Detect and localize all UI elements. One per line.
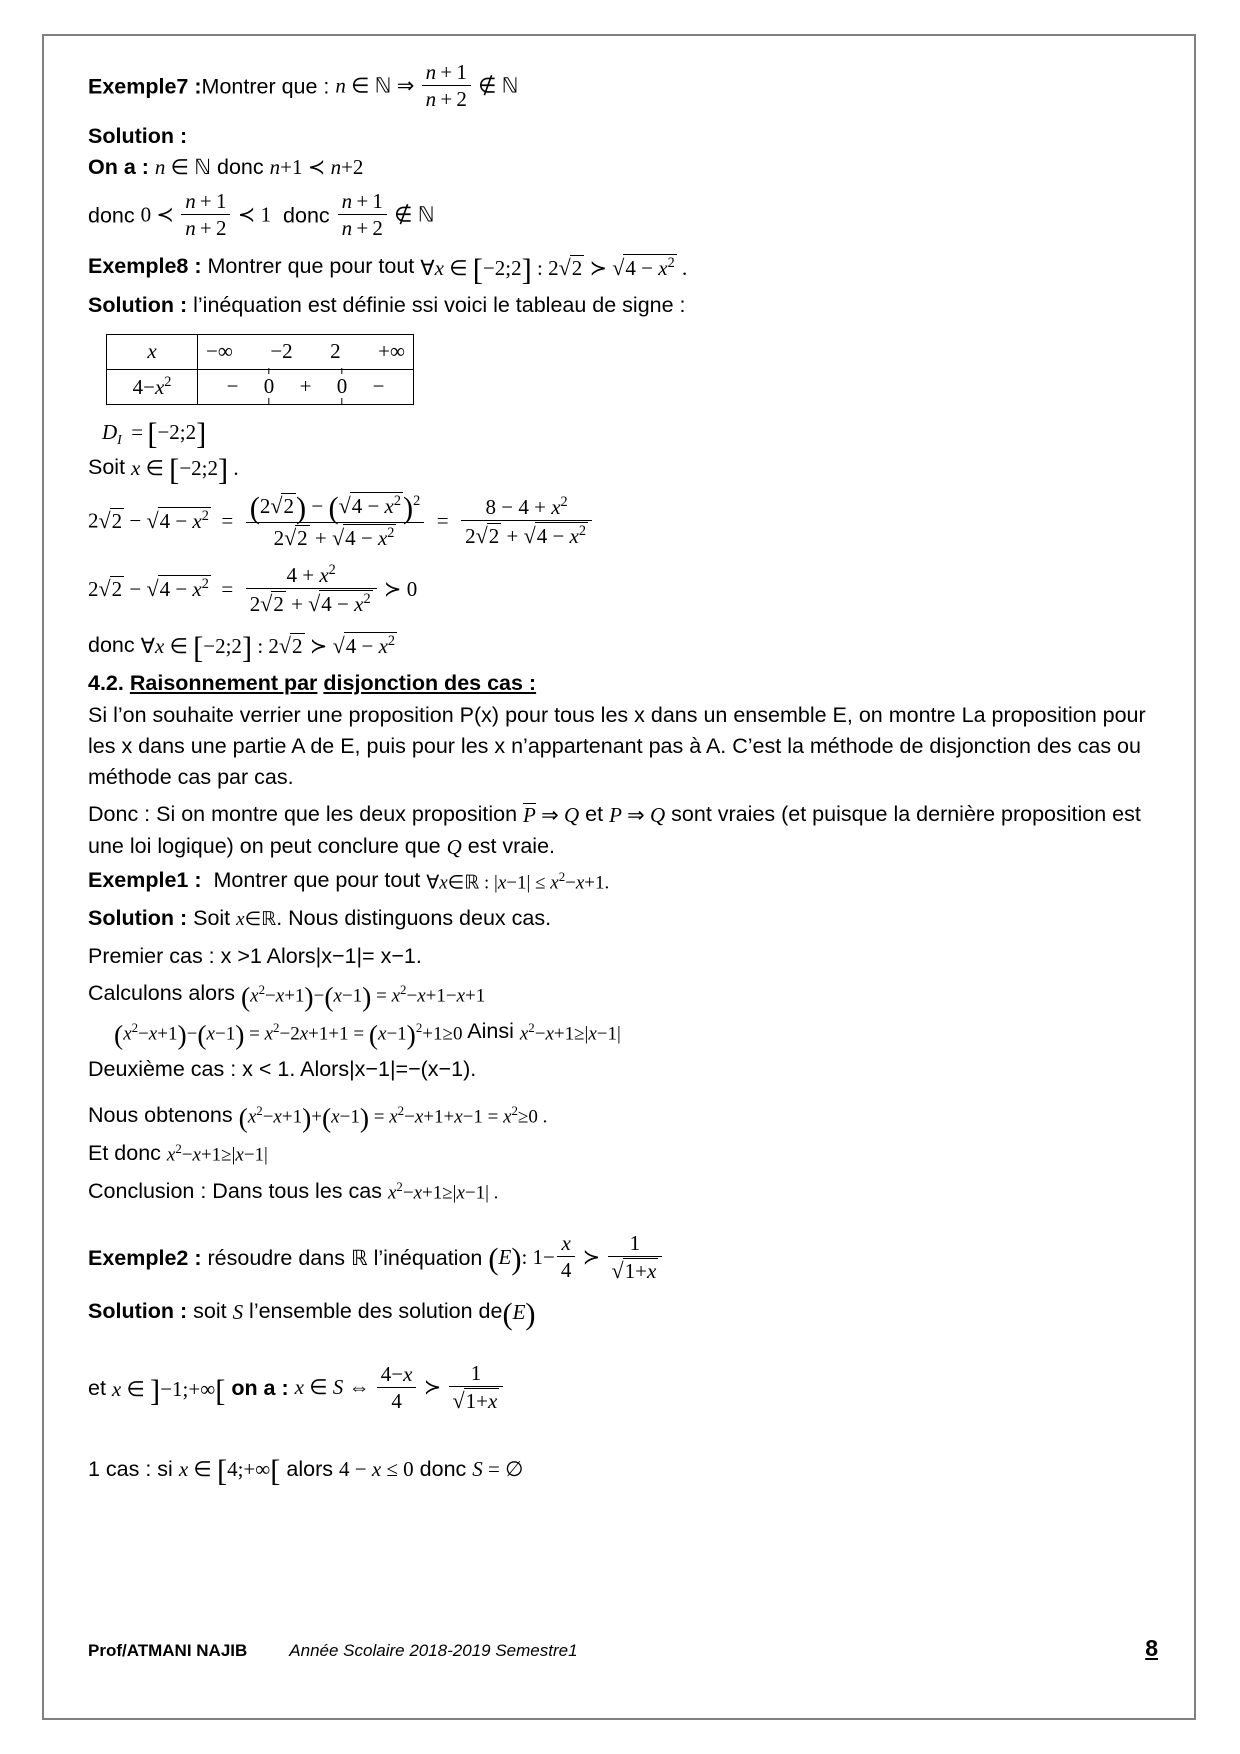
exemple8-solution-line xyxy=(88,291,1158,319)
solution-label-2: Solution : xyxy=(88,293,188,318)
exemple1-label: Exemple1 : xyxy=(88,868,202,893)
calculons-line-2 xyxy=(114,1017,1158,1050)
exemple1-formula: ∀x∈ℝ : $|x-1| \le x^2-x+1$. xyxy=(426,869,610,894)
cas-1-formula-2: S = ∅ xyxy=(472,1457,524,1482)
section-heading xyxy=(88,671,1158,696)
equation-2-formula: $2√2 - √4 - x^2$ = $\frac{4 + x^2}{2√2 + √4 - x^2}$ ≻ 0 xyxy=(88,562,418,617)
sign-table xyxy=(106,334,414,405)
donc-si-on-montre-text: Donc : Si on montre que les deux proposition xyxy=(88,802,518,827)
on-a-label: On a : xyxy=(88,154,149,179)
exemple1-solution-line xyxy=(88,904,1158,932)
calculons-line xyxy=(88,979,1158,1012)
obtenons-formula: $(x^2-x+1)+(x-1) = x^2-x+1+x-1 = x^2\ge 0$ . xyxy=(238,1102,548,1134)
donc-formula-2: $\frac{n + 1}{n + 2}$ ∉ ℕ xyxy=(336,191,435,242)
donc-word-4: donc xyxy=(88,632,135,657)
exemple7-text: Montrer que : xyxy=(201,74,330,99)
et-donc-line xyxy=(88,1139,1158,1168)
obtenons-text: Nous obtenons xyxy=(88,1102,233,1127)
cas-1-line xyxy=(88,1454,1158,1489)
sign-positive: + xyxy=(299,374,312,399)
inequation-text: l’inéquation xyxy=(373,1245,483,1270)
footer-school-year: Année Scolaire 2018-2019 Semestre1 xyxy=(289,1641,578,1660)
exemple7-label: Exemple7 : xyxy=(88,74,202,99)
domain-formula: $D_I$ = [−2;2] xyxy=(102,416,207,451)
et-word: et xyxy=(585,802,604,827)
equation-1-formula: $2√2 - √4 - x^2$ = $\frac{(2√2) - (√4 - x^2)^2}{2√2 + √4 - x^2}$ = $\frac{8 - 4 + x^2}{2√2 + √4 - x^2}$ xyxy=(88,494,594,552)
exemple2-line xyxy=(88,1230,1158,1285)
section-title-part1: Raisonnement par xyxy=(129,670,318,695)
cas-1-text: 1 cas : si xyxy=(88,1456,173,1481)
section-paragraph-2 xyxy=(88,799,1158,862)
solution-text: Solution : xyxy=(88,124,188,149)
sign-table-x: x xyxy=(147,339,157,364)
soit-word-2: soit xyxy=(193,1299,227,1324)
sign-table-var-label xyxy=(107,334,198,369)
on-a-label-2: on a : xyxy=(231,1376,289,1401)
alors-word: alors xyxy=(286,1456,333,1481)
solution-label-4: Solution : xyxy=(88,1299,188,1324)
cas-1-interval: x ∈ [4;+∞[ xyxy=(178,1454,281,1489)
cas-1-formula-1: 4 − x ≤ 0 xyxy=(338,1457,414,1482)
sign-negative-1: − xyxy=(226,374,239,399)
soit-line xyxy=(88,452,1158,487)
obtenons-line xyxy=(88,1101,1158,1134)
sign-table-row-expr xyxy=(107,369,414,404)
sign-zero-1: 0 xyxy=(261,374,277,399)
conclusion-formula: $x^2-x+1\ge|x-1|$ . xyxy=(387,1179,499,1204)
exemple1-text: Montrer que pour tout xyxy=(213,868,421,893)
ensemble-text: l’ensemble des solution de xyxy=(249,1299,503,1324)
page-footer xyxy=(88,1635,1158,1662)
section-title-part2: disjonction des cas : xyxy=(323,670,537,695)
distinguons-text: . Nous distinguons deux cas. xyxy=(276,906,552,931)
soit-text: Soit xyxy=(88,455,126,480)
document-body xyxy=(88,59,1158,1493)
et-donc-formula: $x^2-x+1\ge|x-1|$ xyxy=(166,1141,268,1166)
sont-vraies-text: sont vraies (et puisque la dernière proposition est une loi logique) on peut conclure que xyxy=(88,802,1141,858)
exemple8-line xyxy=(88,252,1158,287)
calculons-text: Calculons alors xyxy=(88,981,235,1006)
section-paragraph-1: Si l’on souhaite verrier une proposition P(x) pour tous les x dans un ensemble E, on montre La proposition pour les x dans une partie A de E, puis pour les x n’appartenant pas à A. C’est la méthode de disjonction des cas ou méthode cas par cas. xyxy=(88,702,1146,790)
footer-page-number: 8 xyxy=(1145,1635,1158,1661)
conclusion-text: Conclusion : Dans tous les cas xyxy=(88,1178,382,1203)
solution-text-2: l’inéquation est définie ssi voici le tableau de signe : xyxy=(193,293,686,318)
exemple2-formula: (E): 1− $\frac{x}{4}$ ≻ $\frac{1}{√1+x}$ xyxy=(488,1233,664,1285)
conclusion-line xyxy=(88,1177,1158,1206)
exemple7-line xyxy=(88,59,1158,113)
calculons-formula: $(x^2-x+1)-(x-1) = x^2-x+1-x+1$ xyxy=(240,980,486,1012)
soit-word: Soit xyxy=(193,906,231,931)
equation-2 xyxy=(88,564,1158,618)
exemple1-line xyxy=(88,866,1158,895)
section-number: 4.2. xyxy=(88,670,124,695)
sign-table-signs xyxy=(198,369,414,404)
et-donc-text: Et donc xyxy=(88,1140,161,1165)
on-a-formula-2: n+1 ≺ n+2 xyxy=(269,155,364,180)
ainsi-word: Ainsi xyxy=(467,1019,514,1044)
donc-word-5: donc xyxy=(419,1456,467,1481)
exemple7-formula: n ∈ ℕ ⇒ $\frac{n + 1}{n + 2}$ ∉ ℕ xyxy=(335,59,519,112)
sign-table-axis xyxy=(198,334,414,369)
on-a-formula-1: n ∈ ℕ xyxy=(154,155,212,180)
solution-label-3: Solution : xyxy=(88,906,188,931)
footer-author: Prof/ATMANI NAJIB xyxy=(88,1641,248,1660)
axis-plus-infinity: +∞ xyxy=(378,339,405,364)
axis-two: 2 xyxy=(330,339,341,364)
exemple8-formula: ∀x ∈ [−2;2] : 2√2 ≻ $√4 - x^2$ . xyxy=(420,252,688,287)
on-a-line xyxy=(88,153,1158,182)
et-x-line xyxy=(88,1363,1158,1415)
expr-4-minus-x2: $4-x^2$ xyxy=(132,374,172,400)
sign-table-expr-label xyxy=(107,369,198,404)
donc-word-3: donc xyxy=(283,203,330,228)
r-symbol: ℝ xyxy=(350,1246,368,1271)
donc-conclusion-line xyxy=(88,631,1158,666)
donc-word-2: donc xyxy=(88,203,135,228)
sign-negative-2: − xyxy=(372,374,385,399)
solution-label-1 xyxy=(88,122,1158,150)
exemple2-label: Exemple2 : xyxy=(88,1245,202,1270)
e-symbol: (E) xyxy=(502,1296,536,1331)
p-bar-implies-q: P ⇒ Q xyxy=(523,803,580,828)
x-in-s-formula: x ∈ S ⇔ $\frac{4-x}{4}$ ≻ $\frac{1}{√1+x}$ xyxy=(295,1363,506,1415)
donc-formula-1: 0 ≺ $\frac{n + 1}{n + 2}$ ≺ 1 xyxy=(140,188,272,240)
donc-word-1: donc xyxy=(217,154,264,179)
et-word-2: et xyxy=(88,1376,106,1401)
domain-line xyxy=(102,416,1158,451)
axis-minus-two: −2 xyxy=(270,339,293,364)
exemple8-label: Exemple8 : xyxy=(88,254,202,279)
axis-minus-infinity: −∞ xyxy=(206,339,233,364)
soit-formula: x ∈ [−2;2] . xyxy=(131,452,239,487)
q-symbol: Q xyxy=(446,834,462,859)
exemple2-text: résoudre dans xyxy=(207,1245,345,1270)
calculons-formula-2: $(x^2-x+1)-(x-1) = x^2-2x+1+1 = (x-1)^2+1\ge 0$ xyxy=(114,1018,463,1050)
p-implies-q: P ⇒ Q xyxy=(609,803,666,828)
case-1-line: Premier cas : x >1 Alors|x−1|= x−1. xyxy=(88,943,422,968)
sign-table-row-x xyxy=(107,334,414,369)
s-symbol: S xyxy=(232,1299,244,1324)
donc-conclusion-formula: ∀x ∈ [−2;2] : 2√2 ≻ $√4 - x^2$ xyxy=(140,631,396,666)
exemple2-solution-line xyxy=(88,1296,1158,1331)
donc-line-1 xyxy=(88,188,1158,242)
x-interval-formula: x ∈ ]−1;+∞[ xyxy=(111,1373,226,1408)
sign-zero-2: 0 xyxy=(334,374,350,399)
est-vraie-text: est vraie. xyxy=(467,833,555,858)
exemple8-text: Montrer que pour tout xyxy=(207,254,415,279)
equation-1 xyxy=(88,491,1158,552)
ainsi-formula: $x^2-x+1\ge|x-1|$ xyxy=(519,1019,621,1045)
x-in-r: x∈ℝ xyxy=(236,909,277,931)
case-2-line: Deuxième cas : x < 1. Alors|x−1|=−(x−1). xyxy=(88,1057,477,1082)
